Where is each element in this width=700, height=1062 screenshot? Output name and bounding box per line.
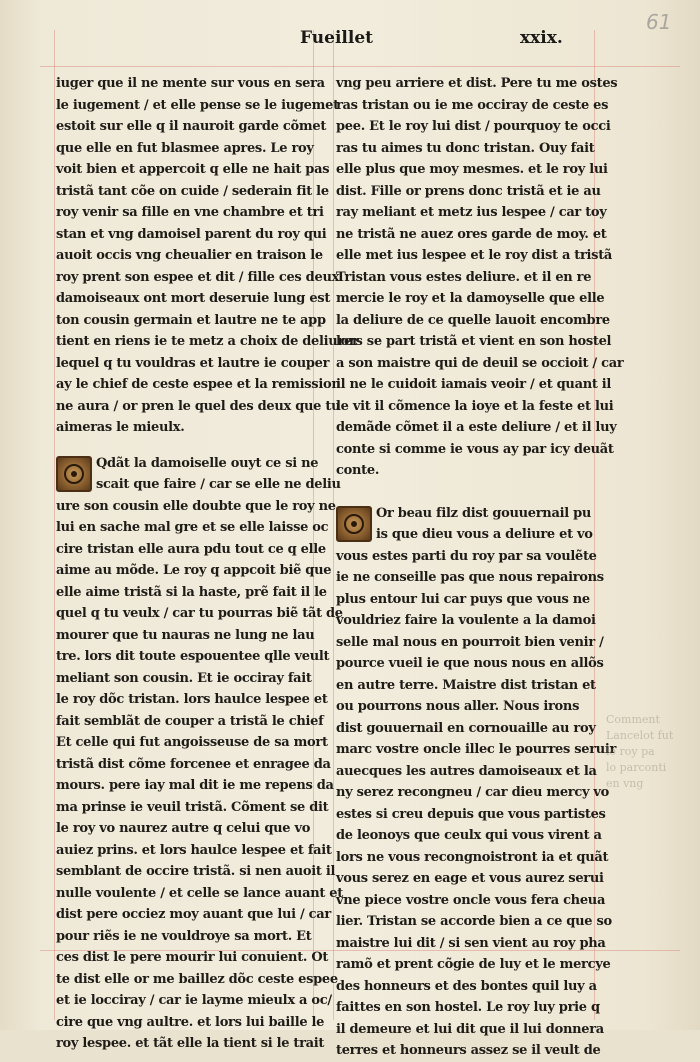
text-line: pee. Et le roy lui dist / pourquoy te occi xyxy=(336,119,611,134)
text-line: ces dist le pere mourir lui conuient. Ot xyxy=(56,950,329,965)
text-line: elle aime tristã si la haste, prẽ fait il le xyxy=(56,584,327,600)
bleed-line: lo parconti xyxy=(606,761,667,774)
right-paragraph-2 xyxy=(336,503,617,1062)
text-line: le roy vo naurez autre q celui que vo xyxy=(56,821,311,836)
text-line: ne aura / or pren le quel des deux que tu xyxy=(56,398,341,414)
text-line: vouldriez faire la voulente a la damoi xyxy=(336,613,596,628)
text-line: auoit occis vng cheualier en traison le xyxy=(56,248,323,263)
text-line: fait semblãt de couper a tristã le chief xyxy=(56,713,324,729)
text-line: ure son cousin elle doubte que le roy ne xyxy=(56,498,336,514)
text-line: que elle en fut blasmee apres. Le roy xyxy=(56,140,314,156)
text-line: dist pere occiez moy auant que lui / car xyxy=(56,907,331,922)
text-line: roy lespee. et tãt elle la tient si le trait xyxy=(56,1036,325,1051)
text-line: mours. pere iay mal dit ie me repens da xyxy=(56,778,334,793)
text-line: Or beau filz dist gouuernail pu xyxy=(376,505,592,521)
left-paragraph-1 xyxy=(56,73,359,439)
text-line: aimeras le mieulx. xyxy=(56,420,185,435)
text-line: vne piece vostre oncle vous fera cheua xyxy=(336,892,606,908)
text-line: Tristan vous estes deliure. et il en re xyxy=(336,269,592,285)
text-line: estes si creu depuis que vous partistes xyxy=(336,806,606,822)
text-line: terres et honneurs assez se il veult de xyxy=(336,1043,601,1058)
text-line: vous serez en eage et vous aurez serui xyxy=(336,871,604,886)
bleed-line: Lancelot fut xyxy=(606,729,674,742)
text-line: marc vostre oncle illec le pourres seruir xyxy=(336,742,617,757)
text-line: plus entour lui car puys que vous ne xyxy=(336,591,590,607)
text-line: elle met ius lespee et le roy dist a tristã xyxy=(336,248,613,263)
text-line: voit bien et appercoit q elle ne hait pas xyxy=(56,162,330,177)
text-line: elle plus que moy mesmes. et le roy lui xyxy=(336,162,608,177)
text-line: lequel q tu vouldras et lautre ie couper xyxy=(56,355,330,371)
text-line: roy prent son espee et dit / fille ces deux xyxy=(56,269,340,285)
text-line: il demeure et lui dit que il lui donnera xyxy=(336,1021,604,1037)
ruling-left xyxy=(54,30,55,1020)
text-line: lors ne vous recongnoistront ia et quãt xyxy=(336,849,609,865)
text-line: mourer que tu nauras ne lung ne lau xyxy=(56,627,315,643)
folio-number: xxix. xyxy=(520,28,563,48)
text-line: auiez prins. et lors haulce lespee et fait xyxy=(56,842,332,858)
text-line: is que dieu vous a deliure et vo xyxy=(376,527,593,542)
text-line: stan et vng damoisel parent du roy qui xyxy=(56,226,327,242)
text-line: ny serez recongneu / car dieu mercy vo xyxy=(336,785,610,800)
text-line: ne tristã ne auez ores garde de moy. et xyxy=(336,226,607,242)
text-line: tre. lors dit toute espouentee qlle veult xyxy=(56,649,330,664)
text-line: le iugement / et elle pense se le iugemet xyxy=(56,97,339,113)
text-line: ramõ et prent cõgie de luy et le mercye xyxy=(336,957,611,972)
paragraph-gap xyxy=(336,482,592,503)
left-paragraph-2 xyxy=(56,453,343,1055)
text-line: il ne le cuidoit iamais veoir / et quant il xyxy=(336,377,612,392)
text-line: tristã tant cõe on cuide / sederain fit le xyxy=(56,183,329,199)
text-line: a son maistre qui de deuil se occioit / car xyxy=(336,355,624,371)
text-line: pource vueil ie que nous nous en allõs xyxy=(336,656,604,671)
text-line: selle mal nous en pourroit bien venir / xyxy=(336,634,604,650)
text-line: conte. xyxy=(336,463,380,478)
text-line: dist. Fille or prens donc tristã et ie au xyxy=(336,183,601,199)
text-line: conte si comme ie vous ay par icy deuãt xyxy=(336,441,614,457)
text-line: ray meliant et metz ius lespee / car toy xyxy=(336,205,607,220)
text-line: vous estes parti du roy par sa voulẽte xyxy=(336,548,597,564)
text-line: lui en sache mal gre et se elle laisse oc xyxy=(56,520,329,535)
running-title: Fueillet xyxy=(300,28,373,48)
pencil-foliation: 61 xyxy=(646,10,672,34)
text-line: auecques les autres damoiseaux et la xyxy=(336,763,597,779)
text-line: ie ne conseille pas que nous repairons xyxy=(336,570,604,585)
text-line: damoiseaux ont mort deseruie lung est xyxy=(56,291,331,306)
text-line: pour riẽs ie ne vouldroye sa mort. Et xyxy=(56,928,312,944)
text-line: des honneurs et des bontes quil luy a xyxy=(336,978,597,994)
text-line: ma prinse ie veuil tristã. Cõment se dit xyxy=(56,799,329,815)
illuminated-initial-q xyxy=(56,456,92,492)
text-line: Et celle qui fut angoisseuse de sa mort xyxy=(56,735,328,750)
text-line: cire tristan elle aura pdu tout ce q elle xyxy=(56,541,326,557)
text-line: semblant de occire tristã. si nen auoit il xyxy=(56,864,336,879)
bleed-line: en vng xyxy=(606,777,644,790)
bleed-line: Comment xyxy=(606,713,660,726)
text-line: la deliure de ce quelle lauoit encombre xyxy=(336,312,610,328)
text-line: roy venir sa fille en vne chambre et tri xyxy=(56,205,324,220)
text-line: cire que vng aultre. et lors lui baille le xyxy=(56,1014,325,1030)
text-line: maistre lui dit / si sen vient au roy pha xyxy=(336,935,606,951)
text-line: le roy dõc tristan. lors haulce lespee et xyxy=(56,692,328,707)
text-line: lier. Tristan se accorde bien a ce que so xyxy=(336,914,612,929)
margin-bleed-through xyxy=(606,712,696,792)
text-line: tristã dist cõme forcenee et enragee da xyxy=(56,756,331,772)
text-line: le vit il cõmence la ioye et la feste et lui xyxy=(336,398,614,414)
illuminated-initial-o xyxy=(336,506,372,542)
text-line: scait que faire / car se elle ne deliu xyxy=(96,477,341,492)
text-line: Qdãt la damoiselle ouyt ce si ne xyxy=(96,455,319,471)
text-line: meliant son cousin. Et ie occiray fait xyxy=(56,670,312,686)
text-line: ton cousin germain et lautre ne te app xyxy=(56,312,326,328)
text-line: et ie locciray / car ie layme mieulx a oc/ xyxy=(56,993,332,1008)
text-line: iuger que il ne mente sur vous en sera xyxy=(56,76,325,91)
text-line: ay le chief de ceste espee et la remission xyxy=(56,377,341,392)
text-line: nulle voulente / et celle se lance auant et xyxy=(56,885,343,901)
text-line: mercie le roy et la damoyselle que elle xyxy=(336,291,605,306)
text-line: en autre terre. Maistre dist tristan et xyxy=(336,677,596,693)
text-line: tient en riens ie te metz a choix de deliurer xyxy=(56,334,359,349)
text-line: aime au mõde. Le roy q appcoit biẽ que xyxy=(56,563,332,578)
text-line: estoit sur elle q il nauroit garde cõmet xyxy=(56,119,327,134)
text-line: demãde cõmet il a este deliure / et il luy xyxy=(336,420,617,435)
text-line: lors se part tristã et vient en son hostel xyxy=(336,334,612,349)
text-line: faittes en son hostel. Le roy luy prie q xyxy=(336,1000,600,1015)
text-line: ou pourrons nous aller. Nous irons xyxy=(336,699,580,714)
text-line: te dist elle or me baillez dõc ceste espee xyxy=(56,971,338,987)
bleed-line: le roy pa xyxy=(606,745,655,758)
text-line: dist gouuernail en cornouaille au roy xyxy=(336,720,596,736)
running-head xyxy=(0,22,700,52)
right-paragraph-1 xyxy=(336,73,624,482)
text-line: de leonoys que ceulx qui vous virent a xyxy=(336,828,602,843)
ruling-top xyxy=(40,66,680,67)
text-line: quel q tu veulx / car tu pourras biẽ tãt de xyxy=(56,606,343,621)
text-line: vng peu arriere et dist. Pere tu me ostes xyxy=(336,76,618,91)
text-line: ras tristan ou ie me occiray de ceste es xyxy=(336,97,609,113)
right-column xyxy=(336,73,624,1062)
paragraph-gap xyxy=(56,439,310,453)
text-line: ras tu aimes tu donc tristan. Ouy fait xyxy=(336,140,595,156)
